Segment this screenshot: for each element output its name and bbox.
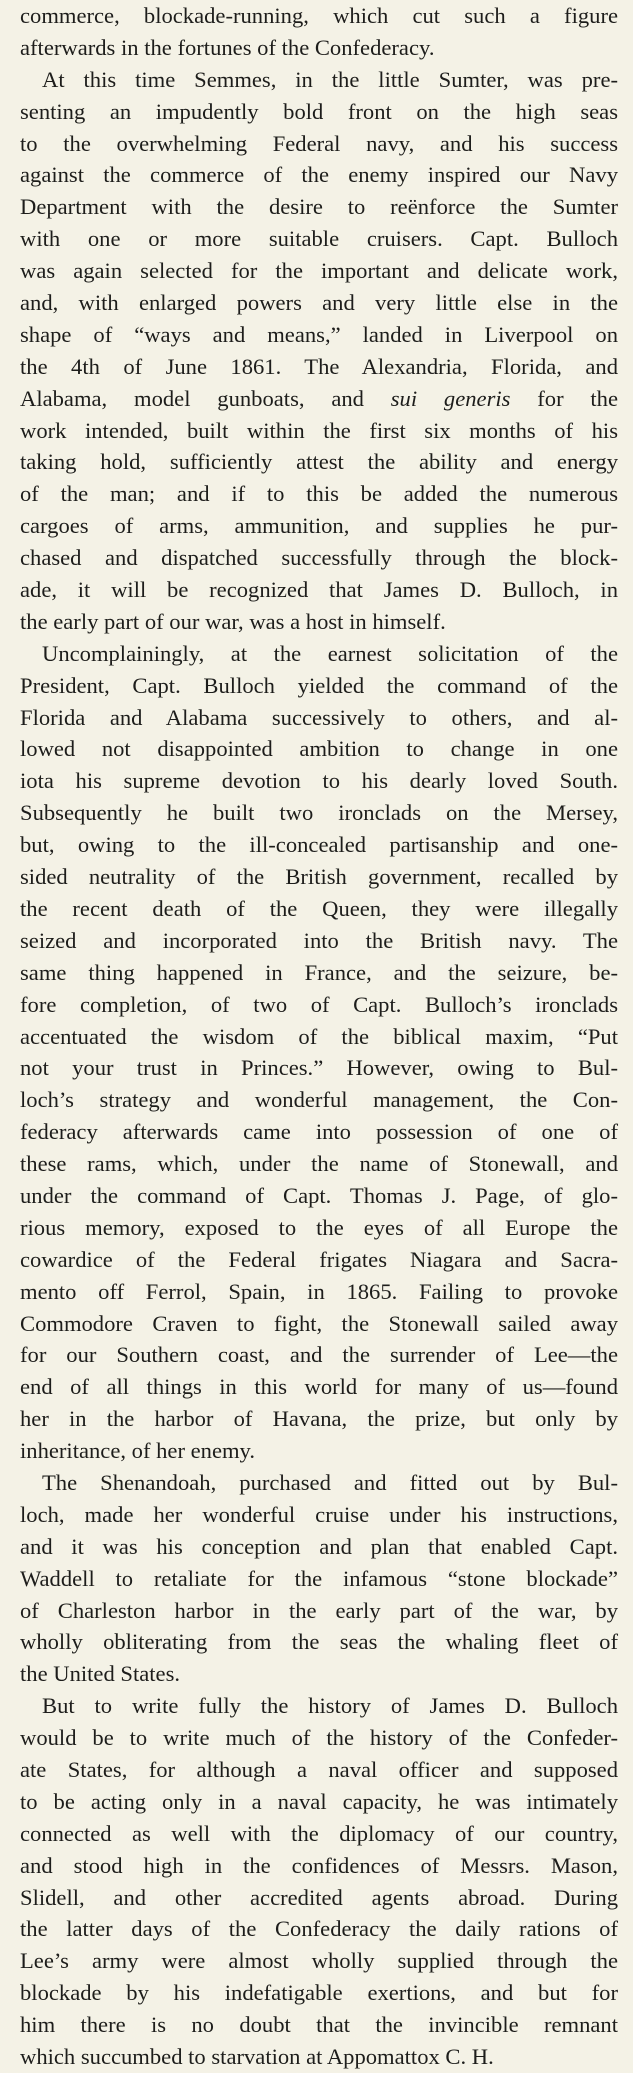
text-line: blockade by his indefatigable exertions, and but for — [20, 1980, 618, 2006]
text-line: wholly obliterating from the seas the whaling fleet of — [20, 1629, 618, 1655]
text-line: which succumbed to starvation at Appomattox C. H. — [20, 2044, 494, 2069]
text-line: under the command of Capt. Thomas J. Page, of glo- — [20, 1182, 618, 1208]
text-segment: Alabama, model gunboats, and — [20, 385, 391, 411]
text-line: the latter days of the Confederacy the daily rations of — [20, 1916, 618, 1942]
text-line: end of all things in this world for many of us—found — [20, 1374, 618, 1400]
paragraph — [20, 1690, 618, 2073]
text-line: taking hold, sufficiently attest the ability and energy — [20, 449, 618, 475]
text-line: of Charleston harbor in the early part of the war, by — [20, 1597, 618, 1623]
text-line: Subsequently he built two ironclads on the Mersey, — [20, 800, 618, 826]
text-line: senting an impudently bold front on the high seas — [20, 98, 618, 124]
text-line: to the overwhelming Federal navy, and his success — [20, 130, 618, 156]
text-line: and it was his conception and plan that enabled Capt. — [20, 1533, 618, 1559]
text-line: lowed not disappointed ambition to change in one — [20, 736, 618, 762]
text-line: commerce, blockade-running, which cut such a figure — [20, 3, 618, 28]
text-line: Department with the desire to reënforce the Sumter — [20, 194, 618, 220]
text-line: inheritance, of her enemy. — [20, 1438, 256, 1464]
text-line: connected as well with the diplomacy of our country, — [20, 1820, 618, 1846]
text-line: President, Capt. Bulloch yielded the command of the — [20, 672, 618, 698]
text-line: mento off Ferrol, Spain, in 1865. Failing to provoke — [20, 1278, 618, 1304]
italic-text: sui generis — [390, 385, 511, 411]
text-line — [20, 383, 618, 415]
text-line: him there is no doubt that the invincible remnant — [20, 2012, 618, 2038]
paragraph — [20, 0, 618, 64]
text-line: the early part of our war, was a host in himself. — [20, 608, 446, 634]
text-line: against the commerce of the enemy inspired our Navy — [20, 162, 618, 188]
text-line: cowardice of the Federal frigates Niagara and Sacra- — [20, 1246, 618, 1272]
text-line: At this time Semmes, in the little Sumter, was pre- — [42, 66, 618, 92]
text-line: The Shenandoah, purchased and fitted out by Bul- — [42, 1469, 618, 1495]
text-line: afterwards in the fortunes of the Confederacy. — [20, 34, 435, 60]
text-line: was again selected for the important and delicate work, — [20, 258, 618, 284]
text-line: work intended, built within the first six months of his — [20, 417, 618, 443]
text-line: Lee’s army were almost wholly supplied through the — [20, 1948, 618, 1974]
paragraph — [20, 1467, 618, 1690]
text-line: with one or more suitable cruisers. Capt. Bulloch — [20, 226, 618, 252]
text-line: ade, it will be recognized that James D. Bulloch, in — [20, 577, 618, 603]
text-line: her in the harbor of Havana, the prize, but only by — [20, 1406, 618, 1432]
text-line: loch’s strategy and wonderful management, the Con- — [20, 1087, 618, 1113]
text-line: rious memory, exposed to the eyes of all Europe the — [20, 1214, 618, 1240]
text-line: the 4th of June 1861. The Alexandria, Florida, and — [20, 353, 618, 379]
text-line: would be to write much of the history of the Confeder- — [20, 1725, 618, 1751]
text-line: ate States, for although a naval officer and supposed — [20, 1756, 618, 1782]
text-line: these rams, which, under the name of Stonewall, and — [20, 1151, 618, 1177]
text-line: sided neutrality of the British government, recalled by — [20, 864, 618, 890]
text-line: Uncomplainingly, at the earnest solicitation of the — [42, 640, 618, 666]
text-line: but, owing to the ill-concealed partisanship and one- — [20, 832, 618, 858]
text-line: and, with enlarged powers and very little else in the — [20, 290, 618, 316]
text-line: loch, made her wonderful cruise under his instructions, — [20, 1501, 618, 1527]
text-line: the United States. — [20, 1661, 181, 1687]
text-line: cargoes of arms, ammunition, and supplies he pur- — [20, 513, 618, 539]
text-segment: for the — [510, 385, 618, 411]
text-line: federacy afterwards came into possession of one of — [20, 1119, 618, 1145]
text-line: and stood high in the confidences of Messrs. Mason, — [20, 1852, 618, 1878]
text-line: Florida and Alabama successively to others, and al- — [20, 704, 618, 730]
text-line: Slidell, and other accredited agents abroad. During — [20, 1884, 618, 1910]
text-line: chased and dispatched successfully through the block- — [20, 545, 618, 571]
text-line: shape of “ways and means,” landed in Liverpool on — [20, 321, 618, 347]
paragraph — [20, 638, 618, 1467]
text-line: Waddell to retaliate for the infamous “stone blockade” — [20, 1565, 618, 1591]
text-line: Commodore Craven to fight, the Stonewall sailed away — [20, 1310, 618, 1336]
text-line: for our Southern coast, and the surrender of Lee—the — [20, 1342, 618, 1368]
text-line: same thing happened in France, and the seizure, be- — [20, 959, 618, 985]
text-line: seized and incorporated into the British navy. The — [20, 927, 618, 953]
text-line: iota his supreme devotion to his dearly loved South. — [20, 768, 618, 794]
text-line: the recent death of the Queen, they were illegally — [20, 895, 618, 921]
text-line: But to write fully the history of James D. Bulloch — [42, 1693, 618, 1719]
text-line: to be acting only in a naval capacity, he was intimately — [20, 1788, 618, 1814]
text-line: not your trust in Princes.” However, owing to Bul- — [20, 1055, 618, 1081]
document-page — [20, 0, 618, 2069]
text-line: of the man; and if to this be added the numerous — [20, 481, 618, 507]
paragraph — [20, 64, 618, 638]
text-line: accentuated the wisdom of the biblical maxim, “Put — [20, 1023, 618, 1049]
text-line: fore completion, of two of Capt. Bulloch’s ironclads — [20, 991, 618, 1017]
